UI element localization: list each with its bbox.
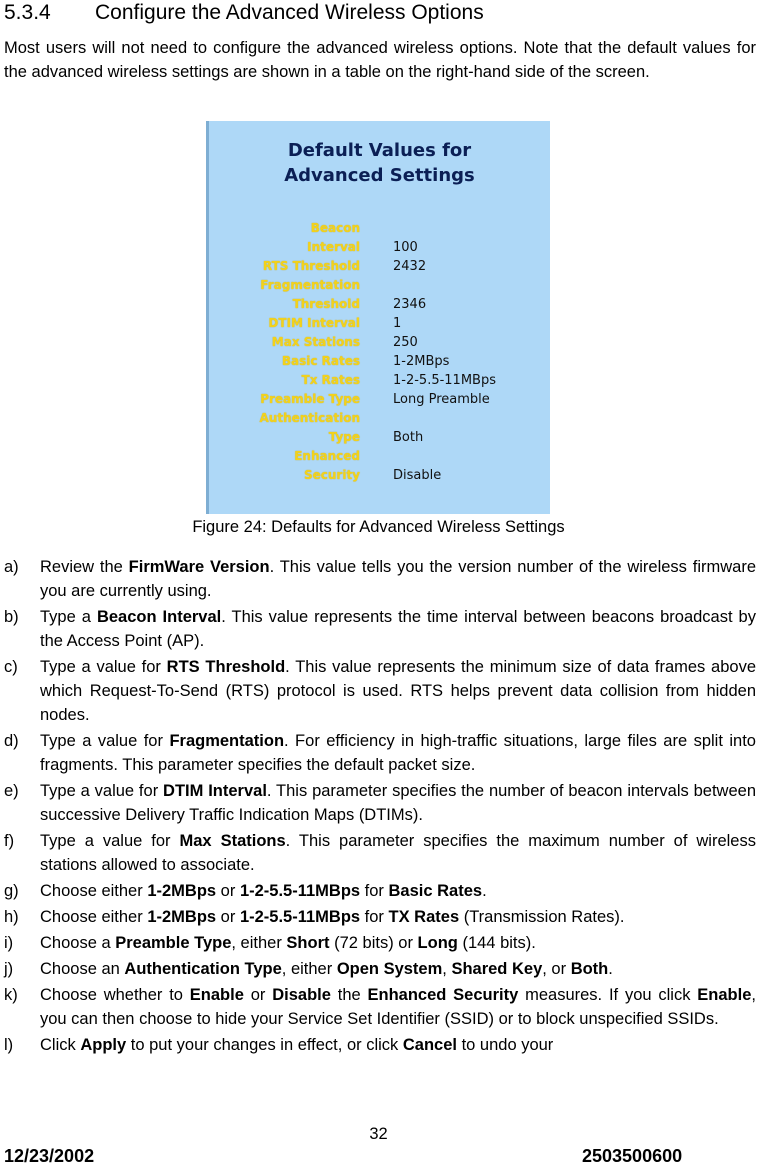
instruction-term: Beacon Interval bbox=[96, 608, 222, 626]
instruction-term: Basic Rates bbox=[388, 882, 483, 900]
instruction-text-run: , you can then choose to hide your Service Set Identifier (SSID) or to block unspecified SSIDs. bbox=[40, 986, 756, 1028]
instruction-marker: k) bbox=[4, 986, 18, 1004]
instruction-item bbox=[4, 1033, 756, 1057]
instruction-text-run: . This parameter specifies the maximum number of wireless stations allowed to associate. bbox=[40, 832, 756, 874]
instruction-text-run: . This value represents the minimum size of data frames above which Request-To-Send (RTS) protocol is used. RTS helps prevent data collision from hidden nodes. bbox=[40, 658, 756, 724]
instruction-text bbox=[40, 779, 756, 827]
instruction-term: Enable bbox=[697, 986, 752, 1004]
instruction-item bbox=[4, 555, 756, 603]
instruction-text-run: Review the bbox=[40, 558, 129, 576]
instruction-text-run: (72 bits) or bbox=[329, 934, 418, 952]
instruction-text-run: the bbox=[330, 986, 368, 1004]
instruction-marker: a) bbox=[4, 558, 19, 576]
instruction-item bbox=[4, 605, 756, 653]
figure-row-value bbox=[393, 409, 553, 428]
figure-row-label: Enhanced bbox=[294, 449, 360, 463]
instruction-term: 1-2MBps bbox=[147, 882, 217, 900]
defaults-figure bbox=[206, 121, 550, 514]
figure-row-value: 250 bbox=[393, 335, 418, 350]
instruction-text bbox=[40, 605, 756, 653]
figure-row-label: Tx Rates bbox=[301, 373, 360, 387]
instruction-text-run: Type a value for bbox=[40, 782, 164, 800]
instruction-text-run: , either bbox=[281, 960, 337, 978]
instruction-text-run: or bbox=[216, 908, 240, 926]
instruction-term: Shared Key bbox=[451, 960, 543, 978]
instruction-text-run: . This parameter specifies the number of beacon intervals between successive Delivery Traffic Indication Maps (DTIMs). bbox=[40, 782, 756, 824]
figure-row-label: Beacon bbox=[310, 221, 360, 235]
instruction-text-run: , or bbox=[542, 960, 571, 978]
figure-row-value: 2432 bbox=[393, 259, 427, 274]
figure-title bbox=[209, 138, 550, 188]
footer-doc-number: 2503500600 bbox=[582, 1146, 683, 1166]
instruction-text-run: to put your changes in effect, or click bbox=[126, 1036, 403, 1054]
section-heading bbox=[4, 0, 484, 26]
instruction-item bbox=[4, 729, 756, 777]
instruction-term: FirmWare Version bbox=[128, 558, 270, 576]
instruction-item bbox=[4, 983, 756, 1031]
instruction-text-run: Type a bbox=[40, 608, 97, 626]
instruction-term: DTIM Interval bbox=[163, 782, 267, 800]
figure-row-value bbox=[393, 219, 553, 238]
instruction-term: Enhanced Security bbox=[367, 986, 519, 1004]
instruction-text-run: . bbox=[482, 882, 487, 900]
instruction-term: Preamble Type bbox=[115, 934, 232, 952]
instruction-text-run: Choose either bbox=[40, 908, 148, 926]
instruction-text-run: Choose a bbox=[40, 934, 116, 952]
figure-row-label: Fragmentation bbox=[260, 278, 360, 292]
instruction-text bbox=[40, 729, 756, 777]
instruction-term: 1-2MBps bbox=[147, 908, 217, 926]
instruction-item bbox=[4, 957, 756, 981]
instruction-text-run: . bbox=[608, 960, 613, 978]
instruction-term: Fragmentation bbox=[169, 732, 285, 750]
figure-row-label: Max Stations bbox=[271, 335, 360, 349]
instruction-text bbox=[40, 829, 756, 877]
intro-paragraph: Most users will not need to configure the advanced wireless options. Note that the default values for the advanced wireless settings are shown in a table on the right-hand side of the screen. bbox=[4, 39, 756, 81]
instruction-text-run: Choose whether to bbox=[40, 986, 190, 1004]
instruction-text-run: to undo your bbox=[456, 1036, 554, 1054]
figure-row-value: 2346 bbox=[393, 297, 427, 312]
instruction-text-run: . This value represents the time interval between beacons broadcast by the Access Point (AP). bbox=[40, 608, 756, 650]
instruction-marker: g) bbox=[4, 882, 19, 900]
instruction-marker: f) bbox=[4, 832, 15, 850]
instruction-term: RTS Threshold bbox=[166, 658, 286, 676]
instruction-term: Both bbox=[570, 960, 609, 978]
instruction-marker: b) bbox=[4, 608, 19, 626]
figure-row-value: 100 bbox=[393, 240, 418, 255]
instruction-text-run: or bbox=[216, 882, 240, 900]
instruction-text-run: , either bbox=[231, 934, 287, 952]
instruction-item bbox=[4, 829, 756, 877]
instruction-term: Authentication Type bbox=[124, 960, 282, 978]
instruction-text bbox=[40, 555, 756, 603]
figure-title-line-2: Advanced Settings bbox=[284, 165, 475, 186]
instruction-term: Short bbox=[286, 934, 330, 952]
instruction-marker: c) bbox=[4, 658, 18, 676]
figure-row-label: Basic Rates bbox=[281, 354, 360, 368]
instruction-term: Enable bbox=[189, 986, 244, 1004]
instruction-term: 1-2-5.5-11MBps bbox=[239, 882, 361, 900]
instruction-item bbox=[4, 931, 756, 955]
instruction-text bbox=[40, 1033, 756, 1057]
instruction-text-run: or bbox=[243, 986, 273, 1004]
instruction-term: Cancel bbox=[402, 1036, 457, 1054]
instruction-text-run: . This value tells you the version number of the wireless firmware you are currently using. bbox=[40, 558, 756, 600]
instruction-text-run: for bbox=[360, 882, 389, 900]
figure-row-value bbox=[393, 447, 553, 466]
instruction-list bbox=[4, 555, 756, 1059]
instruction-marker: i) bbox=[4, 934, 14, 952]
instruction-marker: h) bbox=[4, 908, 19, 926]
instruction-text-run: Type a value for bbox=[40, 832, 180, 850]
figure-caption: Figure 24: Defaults for Advanced Wireless Settings bbox=[192, 518, 565, 536]
figure-row-label: RTS Threshold bbox=[262, 259, 360, 273]
figure-row-label: DTIM Interval bbox=[268, 316, 360, 330]
section-number: 5.3.4 bbox=[4, 1, 51, 24]
instruction-text-run: Click bbox=[40, 1036, 81, 1054]
instruction-item bbox=[4, 655, 756, 727]
instruction-term: Disable bbox=[272, 986, 331, 1004]
instruction-text-run: Choose either bbox=[40, 882, 148, 900]
figure-row-value: 1-2MBps bbox=[393, 354, 450, 369]
figure-title-line-1: Default Values for bbox=[287, 140, 472, 161]
instruction-text-run: Choose an bbox=[40, 960, 125, 978]
instruction-text bbox=[40, 931, 756, 955]
instruction-text bbox=[40, 983, 756, 1031]
instruction-text-run: (Transmission Rates). bbox=[459, 908, 625, 926]
instruction-text-run: Type a value for bbox=[40, 658, 167, 676]
figure-row-value bbox=[393, 276, 553, 295]
instruction-marker: l) bbox=[4, 1036, 14, 1054]
instruction-text-run: (144 bits). bbox=[457, 934, 536, 952]
figure-row-label: Security bbox=[303, 468, 360, 482]
figure-row-label: Interval bbox=[307, 240, 360, 254]
figure-row-value: Disable bbox=[393, 468, 442, 483]
instruction-text bbox=[40, 905, 756, 929]
instruction-marker: j) bbox=[4, 960, 14, 978]
figure-row-label: Type bbox=[328, 430, 360, 444]
instruction-term: Apply bbox=[80, 1036, 127, 1054]
instruction-term: Open System bbox=[336, 960, 443, 978]
instruction-term: 1-2-5.5-11MBps bbox=[239, 908, 361, 926]
page-number: 32 bbox=[369, 1125, 388, 1143]
instruction-item bbox=[4, 779, 756, 827]
instruction-text-run: measures. If you click bbox=[518, 986, 698, 1004]
instruction-item bbox=[4, 905, 756, 929]
instruction-term: Max Stations bbox=[179, 832, 286, 850]
instruction-marker: d) bbox=[4, 732, 19, 750]
instruction-text bbox=[40, 957, 756, 981]
figure-row-value: 1 bbox=[393, 316, 402, 331]
figure-row-label: Authentication bbox=[259, 411, 360, 425]
figure-labels bbox=[217, 219, 360, 485]
figure-row-value: Long Preamble bbox=[393, 392, 490, 407]
footer-date: 12/23/2002 bbox=[4, 1146, 95, 1166]
instruction-text-run: , bbox=[442, 960, 452, 978]
instruction-text bbox=[40, 879, 756, 903]
instruction-text-run: . For efficiency in high-traffic situations, large files are split into fragments. This parameter specifies the default packet size. bbox=[40, 732, 756, 774]
instruction-marker: e) bbox=[4, 782, 19, 800]
figure-row-value: Both bbox=[393, 430, 424, 445]
figure-values bbox=[393, 219, 553, 485]
instruction-text-run: for bbox=[360, 908, 389, 926]
instruction-text-run: Type a value for bbox=[40, 732, 170, 750]
figure-row-label: Preamble Type bbox=[260, 392, 360, 406]
instruction-text bbox=[40, 655, 756, 727]
instruction-term: Long bbox=[417, 934, 458, 952]
instruction-term: TX Rates bbox=[388, 908, 460, 926]
section-title: Configure the Advanced Wireless Options bbox=[95, 1, 484, 24]
instruction-item bbox=[4, 879, 756, 903]
figure-row-label: Threshold bbox=[292, 297, 360, 311]
figure-row-value: 1-2-5.5-11MBps bbox=[393, 373, 496, 388]
